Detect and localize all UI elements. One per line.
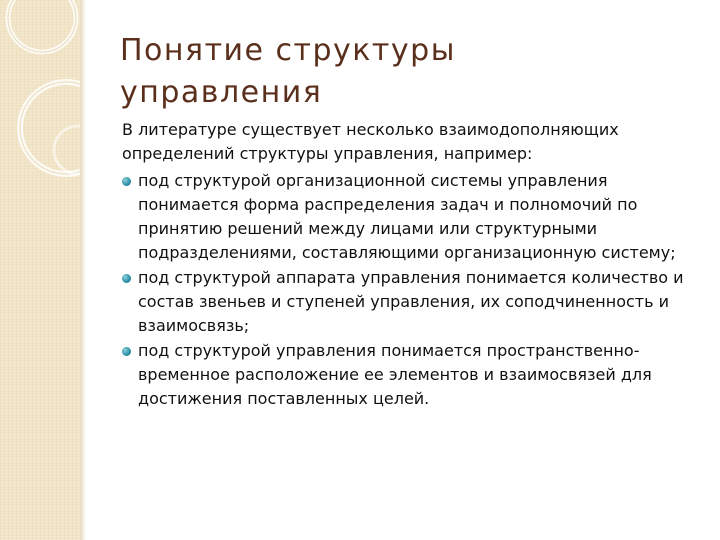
bullet-item	[122, 169, 707, 266]
slide-title-line-1: Понятие структуры	[120, 33, 456, 68]
decorative-side-panel	[0, 0, 80, 540]
bullet-item	[122, 266, 707, 339]
bullet-text: под структурой организационной системы управления понимается форма распределения задач и полномочий по принятию решений между лицами или структурными подразделениями, составляющими организационную систему;	[138, 170, 676, 263]
bullet-text: под структурой аппарата управления понимается количество и состав звеньев и ступеней управления, их соподчиненность и взаимосвязь;	[138, 267, 684, 336]
side-panel-edge	[80, 0, 86, 540]
bullet-list	[122, 169, 707, 412]
slide-title-line-2: управления	[120, 75, 323, 110]
bullet-dot-icon	[122, 177, 131, 186]
bullet-item	[122, 339, 707, 412]
bullet-text: под структурой управления понимается пространственно-временное расположение ее элементов и взаимосвязей для достижения поставленных целей.	[138, 340, 652, 409]
bullet-dot-icon	[122, 347, 131, 356]
slide-title	[120, 30, 680, 114]
ring-decoration-icon	[0, 0, 80, 220]
intro-paragraph: В литературе существует несколько взаимодополняющих определений структуры управления, например:	[122, 120, 619, 164]
slide-body	[122, 118, 707, 412]
bullet-dot-icon	[122, 274, 131, 283]
